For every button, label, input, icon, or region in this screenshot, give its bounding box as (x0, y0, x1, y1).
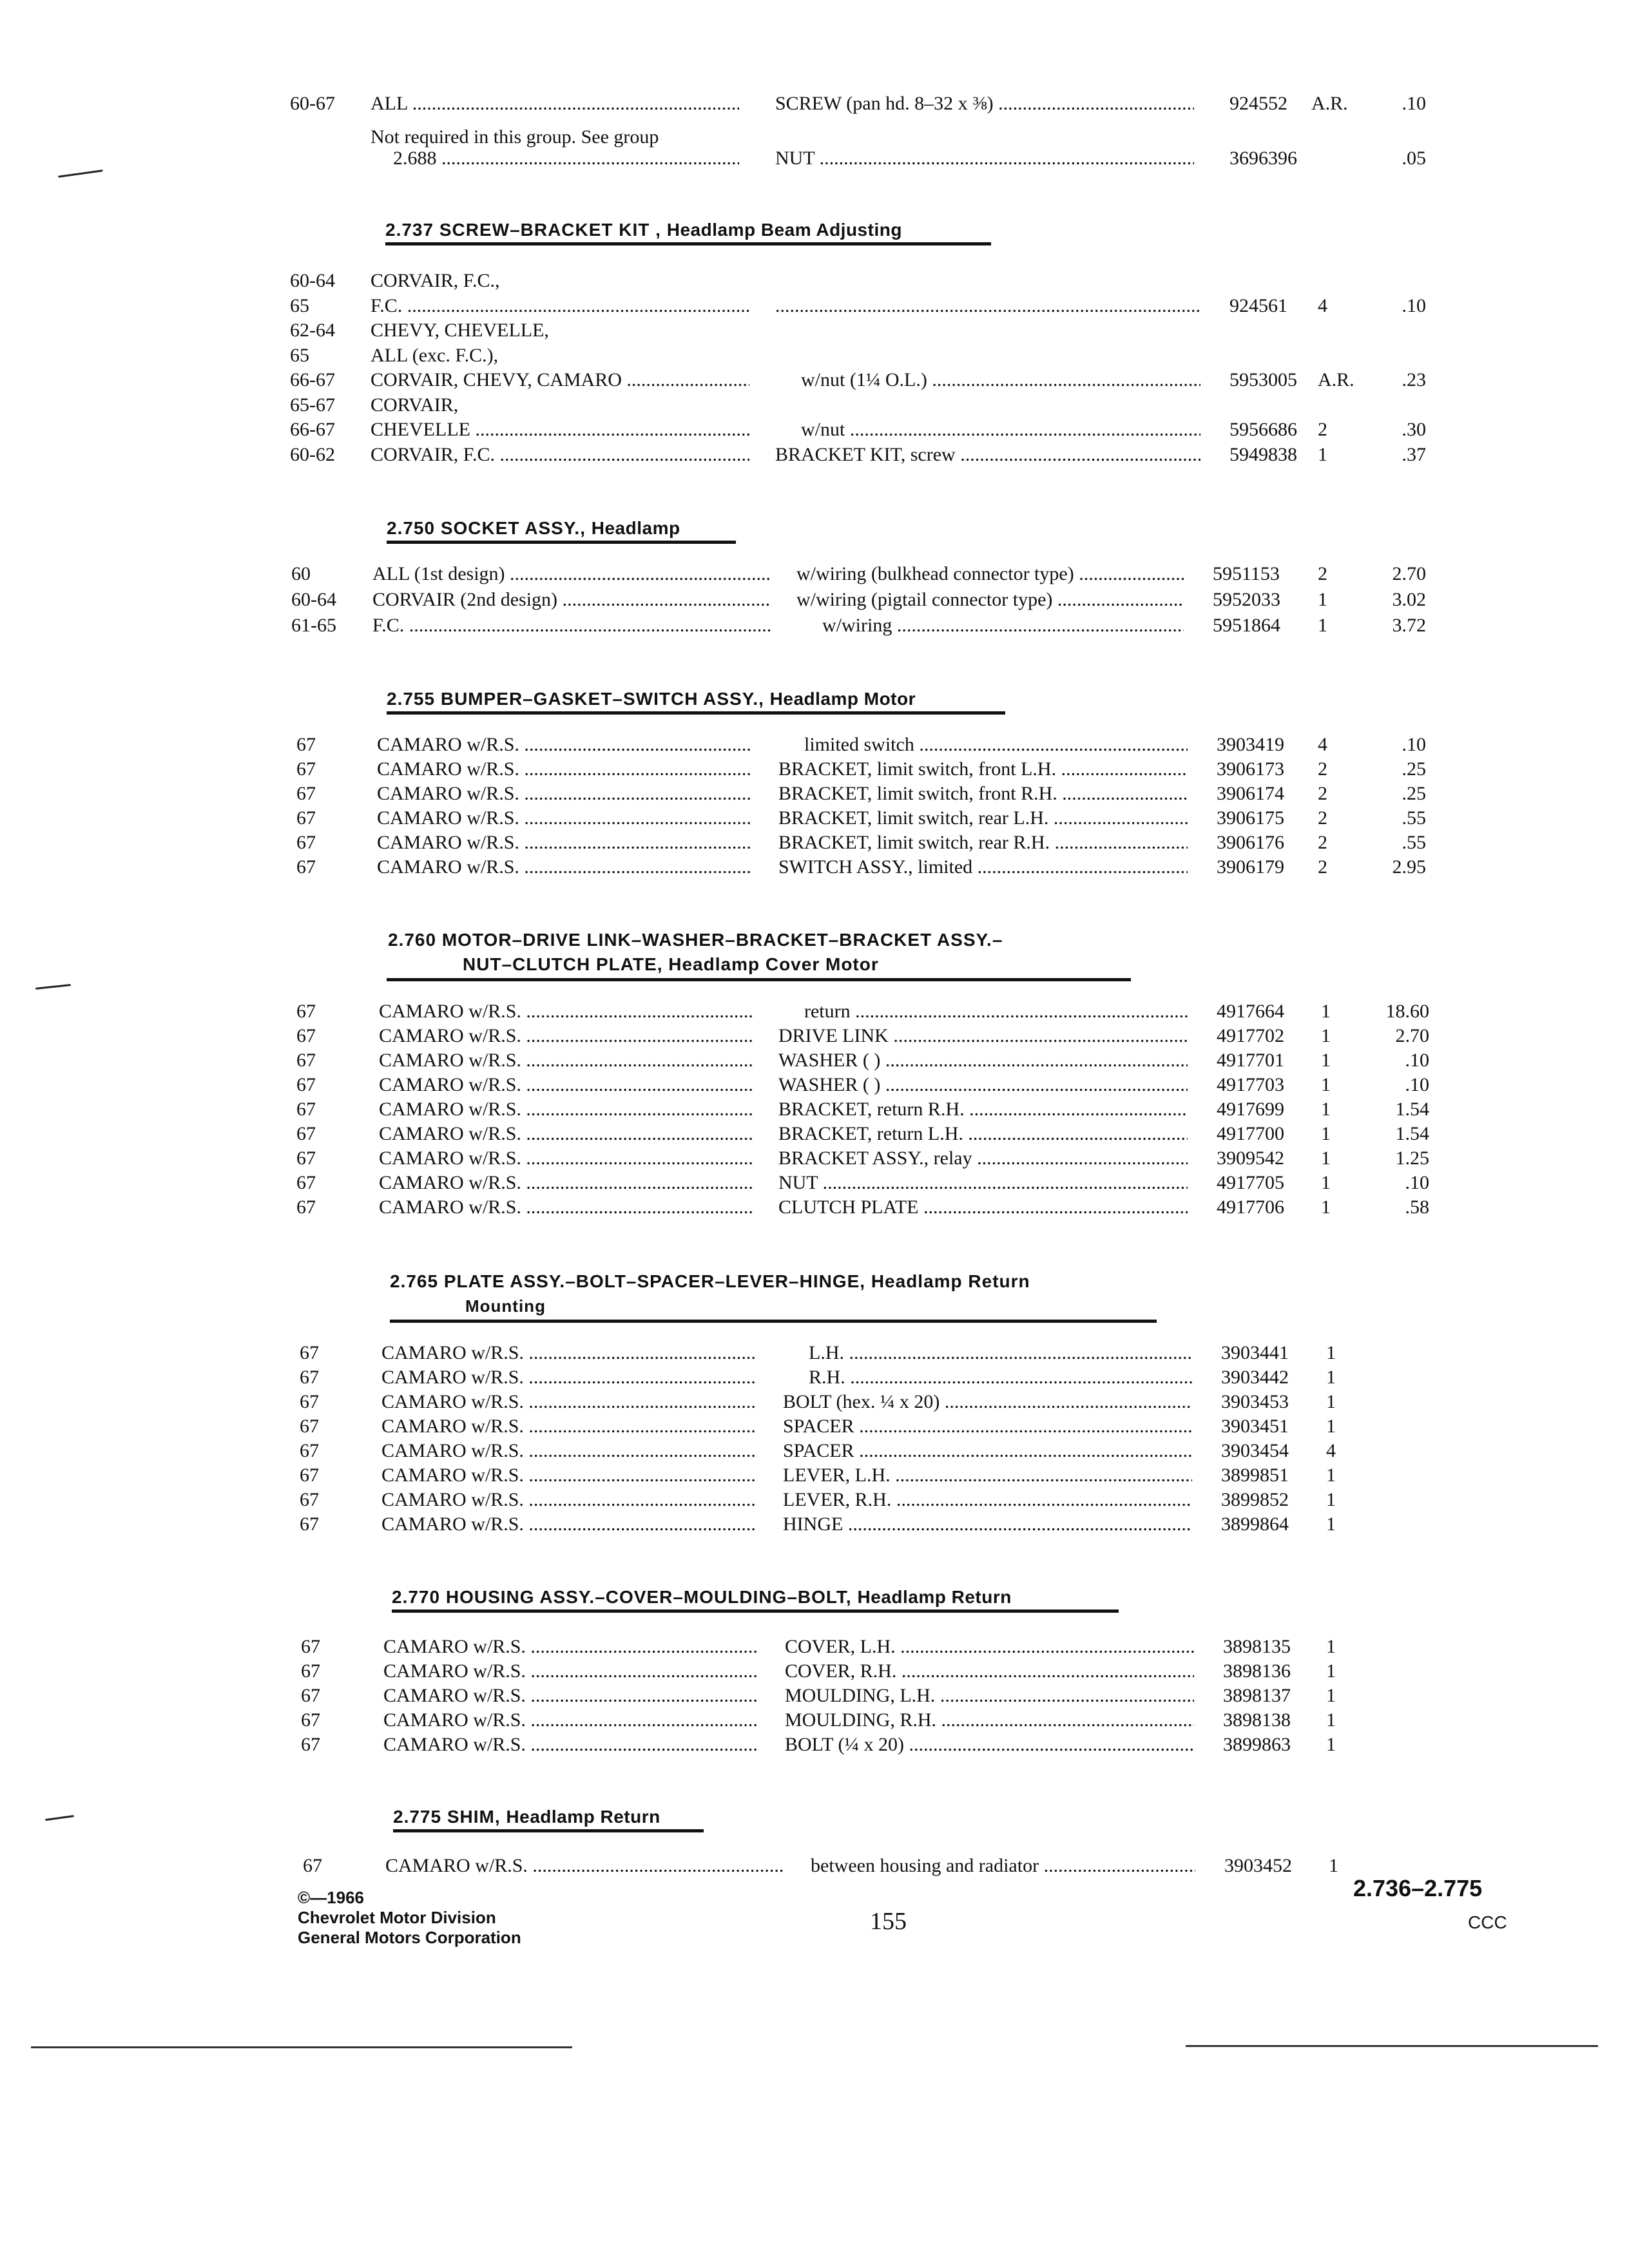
quantity-cell: 1 (1321, 1099, 1331, 1120)
section-subtitle: Headlamp (591, 518, 680, 538)
application-cell: CAMARO w/R.S. ..... (381, 1439, 757, 1463)
application-cell: CAMARO w/R.S. ..... (379, 1147, 753, 1170)
year-cell: 67 (296, 832, 316, 853)
year-cell: 67 (296, 856, 316, 878)
section-heading (392, 1586, 1012, 1608)
application-cell: CAMARO w/R.S. ..... (381, 1513, 757, 1536)
price-cell: .37 (1402, 444, 1426, 465)
description-cell: limited switch ..... (804, 733, 1188, 756)
section-heading (393, 1806, 660, 1828)
description-cell: w/nut (1¼ O.L.) ..... (801, 369, 1200, 392)
price-cell: .10 (1405, 1172, 1429, 1193)
part-number-cell: 3903442 (1221, 1367, 1289, 1388)
quantity-cell: 2 (1318, 807, 1327, 829)
quantity-cell: 2 (1318, 758, 1327, 780)
year-cell: 67 (300, 1514, 319, 1535)
application-cell: CORVAIR, F.C. ..... (371, 443, 749, 466)
price-cell: 1.54 (1395, 1123, 1429, 1144)
description-cell: SWITCH ASSY., limited ..... (778, 856, 1188, 879)
part-number-cell: 3899851 (1221, 1465, 1289, 1486)
part-number-cell: 3899852 (1221, 1489, 1289, 1510)
section-underline (387, 711, 1005, 715)
copyright: ©—1966 (298, 1888, 364, 1907)
application-cell: CAMARO w/R.S. ..... (377, 733, 753, 756)
description-cell: NUT ..... (775, 147, 1194, 170)
section-subtitle: Headlamp Motor (769, 689, 916, 709)
description-cell (775, 294, 1200, 318)
section-underline (387, 978, 1131, 981)
quantity-cell: 2 (1318, 856, 1327, 878)
quantity-cell: 2 (1318, 783, 1327, 804)
margin-mark (58, 169, 103, 178)
description-cell: LEVER, L.H. ..... (783, 1464, 1192, 1487)
quantity-cell: 1 (1318, 589, 1327, 610)
price-cell: 3.72 (1392, 615, 1426, 636)
margin-mark (45, 1815, 74, 1821)
quantity-cell: 1 (1326, 1734, 1336, 1755)
year-cell: 60 (291, 563, 311, 584)
application-cell: CORVAIR, F.C., (371, 270, 500, 291)
part-number-cell: 3906173 (1217, 758, 1284, 780)
year-cell: 60-64 (291, 589, 336, 610)
application-cell: CAMARO w/R.S. ..... (381, 1464, 757, 1487)
description-cell: BRACKET, limit switch, front R.H. ..... (778, 782, 1188, 805)
section-title: 2.737 SCREW–BRACKET KIT , (385, 220, 667, 240)
year-cell: 60-62 (290, 444, 335, 465)
year-cell: 60-64 (290, 270, 335, 291)
description-cell: BRACKET, limit switch, rear R.H. ..... (778, 831, 1188, 854)
year-cell: 67 (303, 1855, 322, 1876)
part-number-cell: 5952033 (1213, 589, 1280, 610)
description-cell: L.H. ..... (809, 1341, 1192, 1365)
description-cell: SPACER ..... (783, 1415, 1192, 1438)
part-number-cell: 3898135 (1223, 1636, 1291, 1657)
page-number: 155 (870, 1908, 907, 1935)
quantity-cell: 4 (1326, 1440, 1336, 1461)
description-cell: BRACKET, return L.H. ..... (778, 1122, 1188, 1146)
price-cell: .30 (1402, 419, 1426, 440)
description-cell: BRACKET ASSY., relay ..... (778, 1147, 1188, 1170)
description-cell: WASHER ( ) ..... (778, 1049, 1188, 1072)
year-cell: 67 (301, 1685, 320, 1706)
quantity-cell: 1 (1321, 1148, 1331, 1169)
application-cell: CAMARO w/R.S. ..... (381, 1390, 757, 1414)
year-cell: 67 (296, 783, 316, 804)
application-cell: ALL (1st design) ..... (372, 562, 771, 586)
part-number-cell: 3903452 (1224, 1855, 1292, 1876)
price-cell: 1.25 (1395, 1148, 1429, 1169)
year-cell: 61-65 (291, 615, 336, 636)
part-number-cell: 924561 (1229, 295, 1287, 316)
quantity-cell: 2 (1318, 419, 1327, 440)
description-cell: WASHER ( ) ..... (778, 1073, 1188, 1097)
price-cell: .25 (1402, 783, 1426, 804)
year-cell: 65 (290, 295, 309, 316)
application-cell: CAMARO w/R.S. ..... (383, 1709, 759, 1732)
year-cell: 67 (300, 1367, 319, 1388)
part-number-cell: 3899863 (1223, 1734, 1291, 1755)
description-cell: w/wiring (bulkhead connector type) ..... (796, 562, 1184, 586)
application-cell: CAMARO w/R.S. ..... (379, 1073, 753, 1097)
quantity-cell: 1 (1329, 1855, 1338, 1876)
year-cell: 67 (296, 1172, 316, 1193)
application-cell: CAMARO w/R.S. ..... (379, 1171, 753, 1195)
section-title: 2.755 BUMPER–GASKET–SWITCH ASSY., (387, 689, 770, 709)
section-subtitle: Headlamp Return (857, 1587, 1012, 1607)
quantity-cell: 1 (1326, 1391, 1336, 1412)
application-cell: ALL (exc. F.C.), (371, 345, 499, 366)
part-number-cell: 3903451 (1221, 1416, 1289, 1437)
description-cell: COVER, R.H. ..... (785, 1660, 1194, 1683)
quantity-cell: 1 (1326, 1465, 1336, 1486)
section-subtitle: Headlamp Beam Adjusting (666, 220, 902, 240)
part-number-cell: 3903441 (1221, 1342, 1289, 1363)
part-number-cell: 5951153 (1213, 563, 1280, 584)
application-cell: CAMARO w/R.S. ..... (377, 807, 753, 830)
description-cell: LEVER, R.H. ..... (783, 1488, 1192, 1512)
part-number-cell: 3906175 (1217, 807, 1284, 829)
description-cell: BRACKET, limit switch, front L.H. ..... (778, 758, 1188, 781)
description-cell: BOLT (¼ x 20) ..... (785, 1733, 1194, 1756)
year-cell: 67 (300, 1489, 319, 1510)
year-cell: 67 (301, 1709, 320, 1731)
part-number-cell: 4917699 (1217, 1099, 1284, 1120)
section-underline (393, 1829, 704, 1832)
description-cell: MOULDING, R.H. ..... (785, 1709, 1194, 1732)
price-cell: 3.02 (1392, 589, 1426, 610)
price-cell: .25 (1402, 758, 1426, 780)
quantity-cell: 1 (1321, 1123, 1331, 1144)
part-number-cell: 4917706 (1217, 1196, 1284, 1218)
section-underline (385, 242, 991, 245)
application-cell: F.C. ..... (372, 614, 771, 637)
corporation-name: General Motors Corporation (298, 1928, 521, 1947)
price-cell: 2.70 (1395, 1025, 1429, 1046)
application-cell: CORVAIR (2nd design) ..... (372, 588, 771, 611)
quantity-cell: 1 (1321, 1025, 1331, 1046)
price-cell: .10 (1402, 295, 1426, 316)
quantity-cell: 1 (1326, 1709, 1336, 1731)
scan-line (1186, 2045, 1598, 2047)
part-number-cell: 3906176 (1217, 832, 1284, 853)
part-number-cell: 4917702 (1217, 1025, 1284, 1046)
application-cell: CAMARO w/R.S. ..... (385, 1854, 785, 1878)
price-cell: 2.95 (1392, 856, 1426, 878)
section-title: 2.775 SHIM, (393, 1807, 506, 1827)
price-cell: .10 (1402, 93, 1426, 114)
year-cell: 67 (296, 758, 316, 780)
year-cell: 67 (301, 1636, 320, 1657)
section-title: 2.750 SOCKET ASSY., (387, 518, 592, 538)
section-title: 2.770 HOUSING ASSY.–COVER–MOULDING–BOLT, (392, 1587, 858, 1607)
quantity-cell: 1 (1326, 1416, 1336, 1437)
part-number-cell: 924552 (1229, 93, 1287, 114)
quantity-cell: 2 (1318, 832, 1327, 853)
section-heading (388, 929, 1003, 951)
part-number-cell: 3898136 (1223, 1660, 1291, 1682)
description-cell: return ..... (804, 1000, 1188, 1023)
part-number-cell: 3903454 (1221, 1440, 1289, 1461)
application-cell: CHEVY, CHEVELLE, (371, 320, 549, 341)
section-heading (390, 1271, 1030, 1293)
part-number-cell: 3903453 (1221, 1391, 1289, 1412)
margin-mark (35, 984, 71, 990)
description-cell: BRACKET KIT, screw ..... (775, 443, 1200, 466)
application-cell: ALL ..... (371, 92, 739, 115)
part-number-cell: 4917705 (1217, 1172, 1284, 1193)
quantity-cell: 1 (1321, 1074, 1331, 1095)
section-heading (387, 688, 916, 710)
description-cell: BRACKET, return R.H. ..... (778, 1098, 1188, 1121)
description-cell: COVER, L.H. ..... (785, 1635, 1194, 1658)
part-number-cell: 3898137 (1223, 1685, 1291, 1706)
description-cell: CLUTCH PLATE ..... (778, 1196, 1188, 1219)
quantity-cell: 4 (1318, 295, 1327, 316)
year-cell: 67 (300, 1465, 319, 1486)
part-number-cell: 4917701 (1217, 1050, 1284, 1071)
part-number-cell: 3903419 (1217, 734, 1284, 755)
section-heading-continued: Mounting (465, 1296, 546, 1316)
catalog-code: CCC (1468, 1912, 1507, 1932)
part-number-cell: 5953005 (1229, 369, 1297, 390)
part-number-cell: 3909542 (1217, 1148, 1284, 1169)
section-subtitle: Headlamp Return (506, 1807, 660, 1827)
year-cell: 62-64 (290, 320, 335, 341)
quantity-cell: 1 (1318, 615, 1327, 636)
section-heading (387, 517, 680, 539)
quantity-cell: 1 (1326, 1489, 1336, 1510)
price-cell: .10 (1402, 734, 1426, 755)
part-number-cell: 4917664 (1217, 1001, 1284, 1022)
description-cell: w/nut ..... (801, 418, 1200, 441)
year-cell: 67 (296, 807, 316, 829)
quantity-cell: A.R. (1318, 369, 1354, 390)
application-cell: CAMARO w/R.S. ..... (383, 1733, 759, 1756)
part-number-cell: 3899864 (1221, 1514, 1289, 1535)
year-cell: 67 (300, 1416, 319, 1437)
application-cell: CAMARO w/R.S. ..... (377, 856, 753, 879)
year-cell: 65 (290, 345, 309, 366)
application-cell: 2.688 ..... (393, 147, 739, 170)
year-cell: 67 (301, 1734, 320, 1755)
application-cell: CAMARO w/R.S. ..... (383, 1660, 759, 1683)
part-number-cell: 5956686 (1229, 419, 1297, 440)
year-cell: 67 (296, 1099, 316, 1120)
scan-line (31, 2046, 572, 2048)
year-cell: 67 (300, 1440, 319, 1461)
price-cell: 1.54 (1395, 1099, 1429, 1120)
description-cell: NUT ..... (778, 1171, 1188, 1195)
application-cell: F.C. ..... (371, 294, 749, 318)
application-cell: CAMARO w/R.S. ..... (379, 1000, 753, 1023)
application-cell: CAMARO w/R.S. ..... (379, 1024, 753, 1048)
application-cell: CORVAIR, (371, 394, 459, 416)
year-cell: 67 (296, 1025, 316, 1046)
application-cell: CAMARO w/R.S. ..... (379, 1196, 753, 1219)
group-range: 2.736–2.775 (1353, 1875, 1483, 1901)
year-cell: 67 (296, 1148, 316, 1169)
year-cell: 67 (296, 1196, 316, 1218)
quantity-cell: 2 (1318, 563, 1327, 584)
part-number-cell: 5951864 (1213, 615, 1280, 636)
quantity-cell: A.R. (1311, 93, 1348, 114)
application-cell: CAMARO w/R.S. ..... (377, 831, 753, 854)
description-cell: BOLT (hex. ¼ x 20) ..... (783, 1390, 1192, 1414)
year-cell: 67 (296, 1123, 316, 1144)
description-cell: w/wiring ..... (822, 614, 1184, 637)
application-cell: CAMARO w/R.S. ..... (379, 1098, 753, 1121)
price-cell: .10 (1405, 1050, 1429, 1071)
price-cell: .58 (1405, 1196, 1429, 1218)
application-cell: CAMARO w/R.S. ..... (377, 758, 753, 781)
quantity-cell: 1 (1326, 1367, 1336, 1388)
description-cell: BRACKET, limit switch, rear L.H. ..... (778, 807, 1188, 830)
description-cell: MOULDING, L.H. ..... (785, 1684, 1194, 1707)
description-cell: w/wiring (pigtail connector type) ..... (796, 588, 1184, 611)
quantity-cell: 1 (1326, 1636, 1336, 1657)
application-cell: CHEVELLE ..... (371, 418, 749, 441)
quantity-cell: 1 (1326, 1514, 1336, 1535)
quantity-cell: 1 (1326, 1342, 1336, 1363)
price-cell: .55 (1402, 807, 1426, 829)
division-name: Chevrolet Motor Division (298, 1908, 496, 1927)
section-heading (385, 219, 902, 241)
part-number-cell: 3906174 (1217, 783, 1284, 804)
year-cell: 65-67 (290, 394, 335, 416)
price-cell: .05 (1402, 148, 1426, 169)
part-number-cell: 4917700 (1217, 1123, 1284, 1144)
application-cell: CAMARO w/R.S. ..... (381, 1415, 757, 1438)
description-cell: HINGE ..... (783, 1513, 1192, 1536)
section-underline (387, 541, 736, 544)
year-cell: 66-67 (290, 369, 335, 390)
price-cell: 2.70 (1392, 563, 1426, 584)
year-cell: 67 (301, 1660, 320, 1682)
part-number-cell: 3898138 (1223, 1709, 1291, 1731)
application-cell: CAMARO w/R.S. ..... (383, 1635, 759, 1658)
quantity-cell: 1 (1318, 444, 1327, 465)
year-cell: 66-67 (290, 419, 335, 440)
section-title: 2.765 PLATE ASSY.–BOLT–SPACER–LEVER–HINGE, Headlamp Return (390, 1271, 1030, 1291)
price-cell: .10 (1405, 1074, 1429, 1095)
application-cell: CAMARO w/R.S. ..... (381, 1341, 757, 1365)
quantity-cell: 1 (1321, 1050, 1331, 1071)
quantity-cell: 1 (1321, 1001, 1331, 1022)
price-cell: 18.60 (1385, 1001, 1429, 1022)
year-cell: 67 (296, 1074, 316, 1095)
section-underline (390, 1320, 1157, 1323)
part-number-cell: 3906179 (1217, 856, 1284, 878)
section-heading-continued: NUT–CLUTCH PLATE, Headlamp Cover Motor (463, 954, 879, 974)
part-number-cell: 3696396 (1229, 148, 1297, 169)
publisher-block (298, 1888, 521, 1948)
year-cell: 67 (296, 1001, 316, 1022)
section-underline (392, 1610, 1119, 1613)
group-note: Not required in this group. See group (371, 126, 659, 148)
application-cell: CAMARO w/R.S. ..... (381, 1488, 757, 1512)
year-cell: 67 (296, 734, 316, 755)
year-cell: 67 (300, 1391, 319, 1412)
description-cell: between housing and radiator ..... (811, 1854, 1195, 1878)
quantity-cell: 1 (1321, 1196, 1331, 1218)
application-cell: CAMARO w/R.S. ..... (379, 1122, 753, 1146)
quantity-cell: 1 (1326, 1660, 1336, 1682)
application-cell: CAMARO w/R.S. ..... (379, 1049, 753, 1072)
description-cell: R.H. ..... (809, 1366, 1192, 1389)
price-cell: .23 (1402, 369, 1426, 390)
quantity-cell: 1 (1321, 1172, 1331, 1193)
application-cell: CAMARO w/R.S. ..... (377, 782, 753, 805)
description-cell: SPACER ..... (783, 1439, 1192, 1463)
year-cell: 67 (300, 1342, 319, 1363)
application-cell: CAMARO w/R.S. ..... (381, 1366, 757, 1389)
year-cell: 67 (296, 1050, 316, 1071)
part-number-cell: 4917703 (1217, 1074, 1284, 1095)
year-cell: 60-67 (290, 93, 335, 114)
description-cell: DRIVE LINK ..... (778, 1024, 1188, 1048)
description-cell: SCREW (pan hd. 8–32 x ⅜) ..... (775, 92, 1194, 115)
quantity-cell: 1 (1326, 1685, 1336, 1706)
section-title: 2.760 MOTOR–DRIVE LINK–WASHER–BRACKET–BRACKET ASSY.– (388, 930, 1003, 950)
application-cell: CAMARO w/R.S. ..... (383, 1684, 759, 1707)
application-cell: CORVAIR, CHEVY, CAMARO ..... (371, 369, 749, 392)
part-number-cell: 5949838 (1229, 444, 1297, 465)
price-cell: .55 (1402, 832, 1426, 853)
quantity-cell: 4 (1318, 734, 1327, 755)
